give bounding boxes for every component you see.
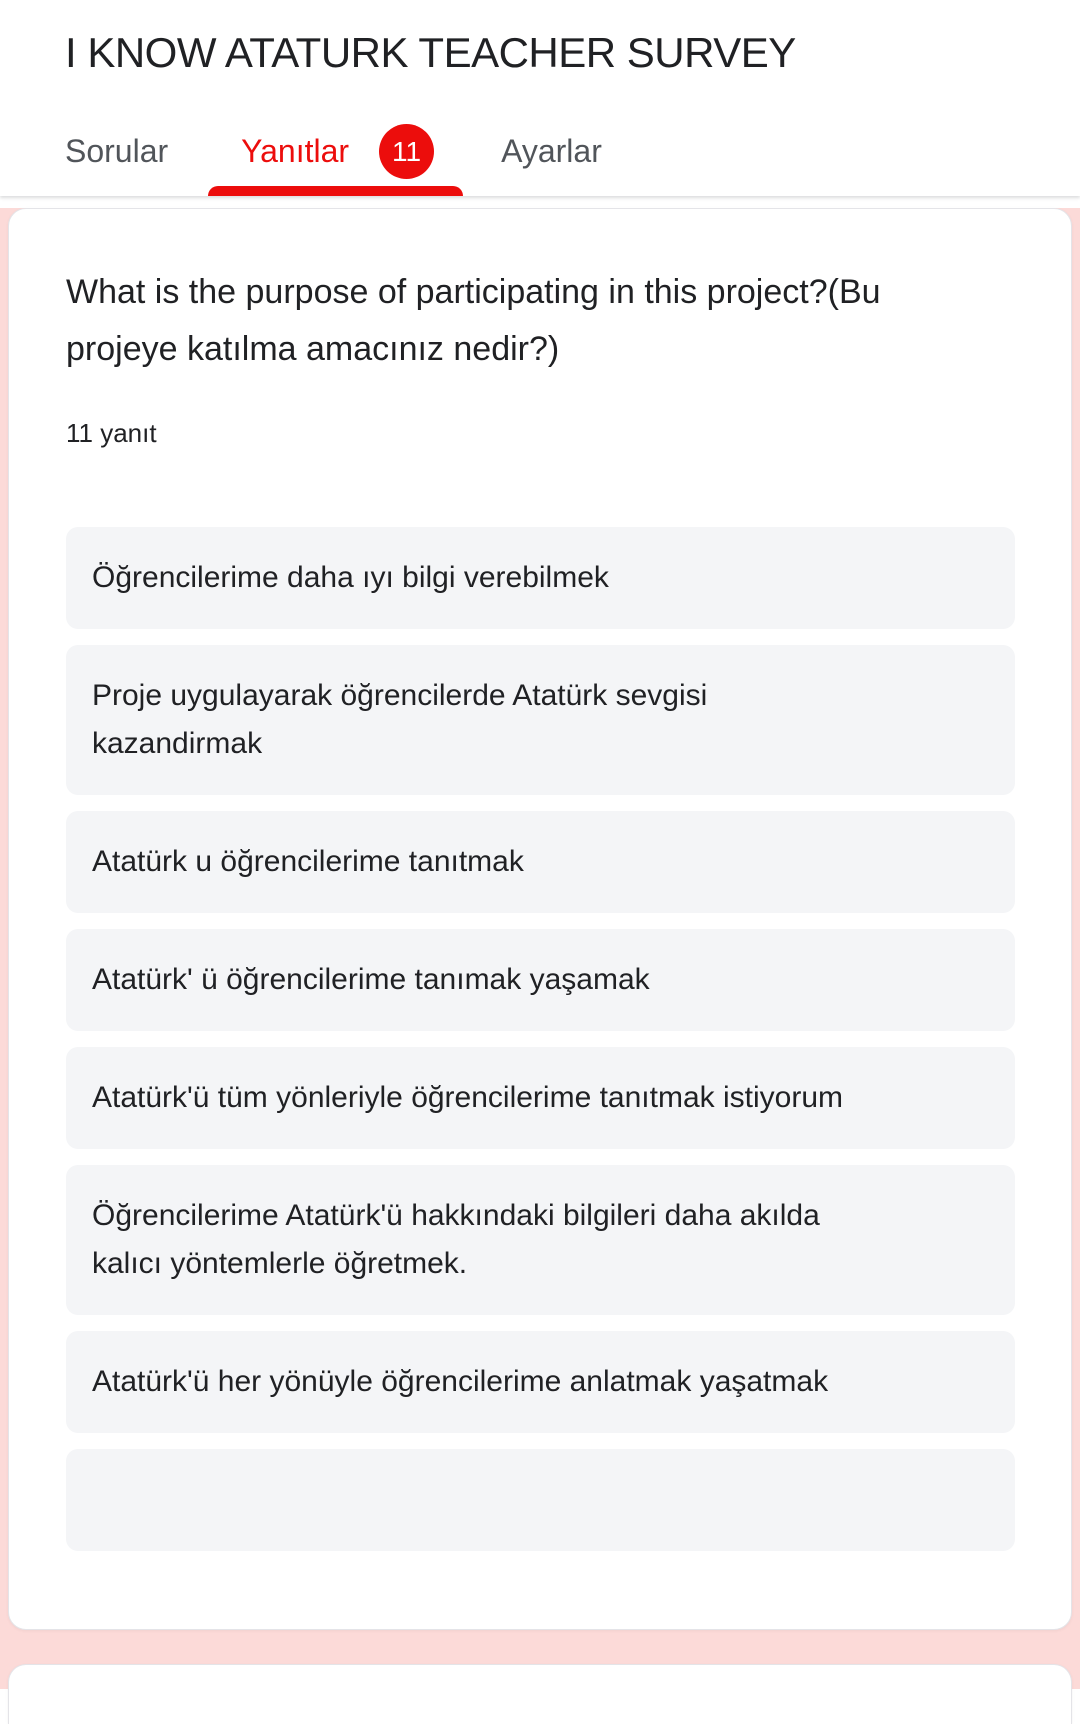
response-item: [66, 1165, 1015, 1315]
response-text: Atatürk' ü öğrencilerime tanımak yaşamak: [92, 963, 650, 996]
response-text: Öğrencilerime daha ıyı bilgi verebilmek: [92, 561, 609, 594]
response-item: [66, 1047, 1015, 1149]
tab-bar: [65, 124, 1080, 179]
form-title: I KNOW ATATURK TEACHER SURVEY: [65, 29, 796, 76]
response-item: [66, 1331, 1015, 1433]
response-count-label: 11 yanıt: [66, 418, 157, 448]
tab-questions[interactable]: Sorular: [65, 133, 169, 169]
question-title: What is the purpose of participating in this project?(Bu projeye katılma amacınız nedir?): [66, 273, 881, 368]
response-text: Proje uygulayarak öğrencilerde Atatürk sevgisi kazandirmak: [92, 679, 708, 760]
page-background: [0, 208, 1080, 1689]
response-text: Atatürk'ü tüm yönleriyle öğrencilerime tanıtmak istiyorum: [92, 1081, 843, 1114]
response-item: [66, 645, 1015, 795]
tab-responses-label: Yanıtlar: [241, 133, 350, 169]
next-question-card: [8, 1664, 1072, 1724]
form-header: [0, 0, 1080, 196]
response-item: [66, 527, 1015, 629]
response-item-partial: [66, 1449, 1015, 1551]
tab-settings[interactable]: Ayarlar: [501, 133, 602, 169]
response-item: [66, 929, 1015, 1031]
response-text: Atatürk u öğrencilerime tanıtmak: [92, 845, 524, 878]
tab-responses[interactable]: [241, 124, 434, 179]
response-count-badge: 11: [379, 124, 434, 179]
response-item: [66, 811, 1015, 913]
question-card: [8, 208, 1072, 1630]
response-text: Öğrencilerime Atatürk'ü hakkındaki bilgileri daha akılda kalıcı yöntemlerle öğretmek.: [92, 1199, 820, 1280]
responses-list[interactable]: [66, 527, 1015, 1570]
active-tab-indicator: [208, 186, 463, 196]
response-text: Atatürk'ü her yönüyle öğrencilerime anlatmak yaşatmak: [92, 1365, 829, 1398]
